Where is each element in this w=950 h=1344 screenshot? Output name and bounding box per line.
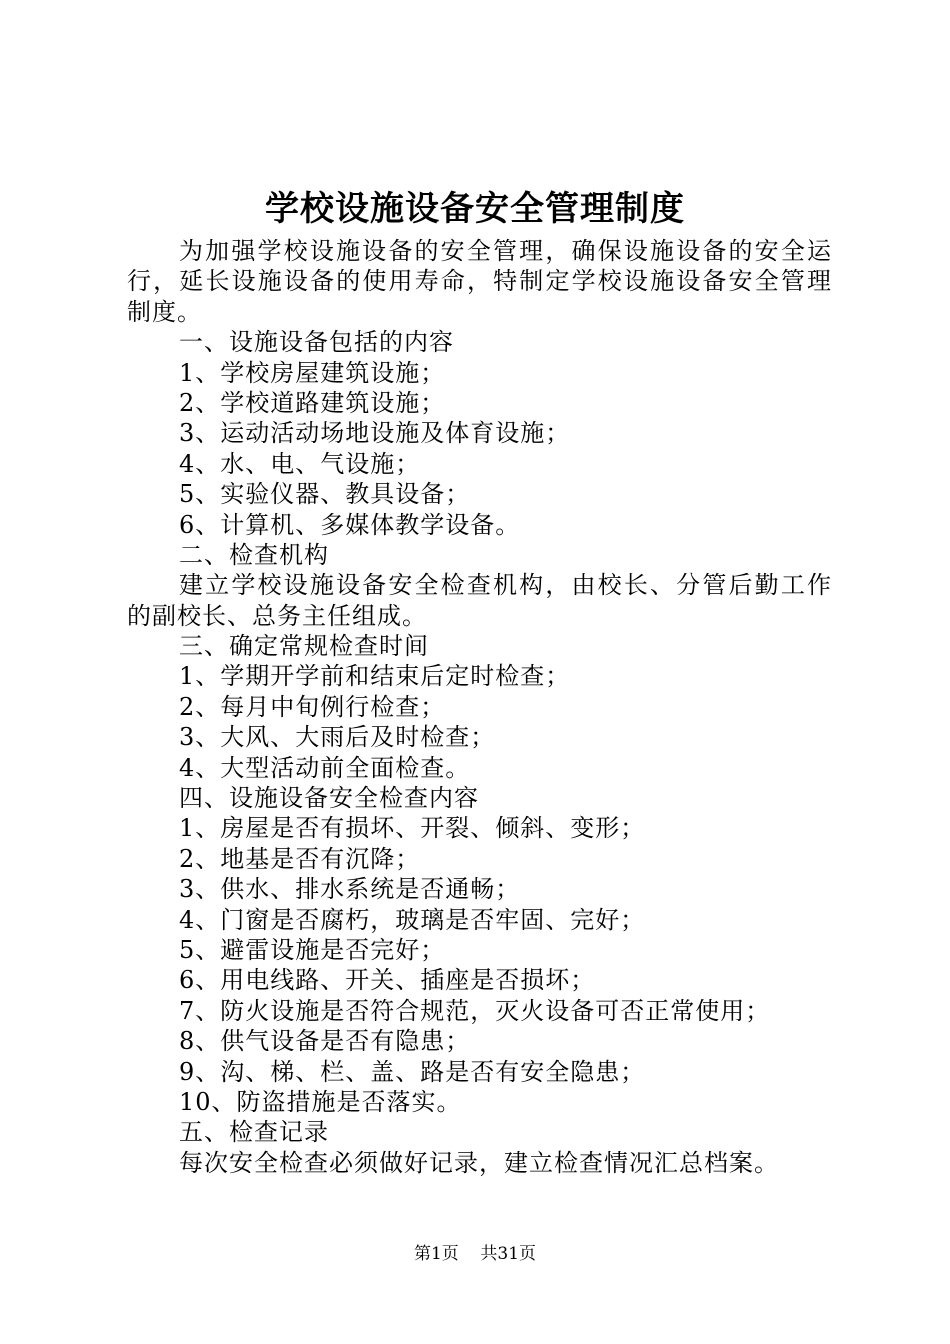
section-heading-5: 五、检查记录 — [179, 1118, 329, 1147]
list-item: 6、计算机、多媒体教学设备。 — [179, 510, 521, 539]
list-item: 8、供气设备是否有隐患； — [179, 1027, 471, 1056]
document-title: 学校设施设备安全管理制度 — [265, 189, 685, 229]
list-item: 5、实验仪器、教具设备； — [179, 480, 471, 509]
list-item: 3、运动活动场地设施及体育设施； — [179, 419, 571, 448]
list-item: 3、大风、大雨后及时检查； — [179, 723, 496, 752]
list-item: 1、学校房屋建筑设施； — [179, 358, 446, 387]
intro-line-1: 为加强学校设施设备的安全管理，确保设施设备的安全运 — [179, 237, 832, 265]
list-item: 4、水、电、气设施； — [179, 449, 421, 478]
paragraph-line: 的副校长、总务主任组成。 — [127, 601, 427, 630]
list-item: 10、防盗措施是否落实。 — [179, 1087, 462, 1116]
section-heading-4: 四、设施设备安全检查内容 — [179, 784, 479, 813]
list-item: 7、防火设施是否符合规范，灭火设备可否正常使用； — [179, 996, 771, 1025]
section-heading-1: 一、设施设备包括的内容 — [179, 328, 454, 357]
paragraph-line: 建立学校设施设备安全检查机构，由校长、分管后勤工作 — [179, 571, 832, 600]
section-heading-2: 二、检查机构 — [179, 540, 329, 569]
list-item: 4、门窗是否腐朽，玻璃是否牢固、完好； — [179, 905, 646, 934]
list-item: 6、用电线路、开关、插座是否损坏； — [179, 966, 596, 995]
list-item: 2、地基是否有沉降； — [179, 844, 421, 873]
list-item: 9、沟、梯、栏、盖、路是否有安全隐患； — [179, 1057, 646, 1086]
list-item: 1、房屋是否有损坏、开裂、倾斜、变形； — [179, 814, 646, 843]
section-heading-3: 三、确定常规检查时间 — [179, 632, 429, 661]
list-item: 1、学期开学前和结束后定时检查； — [179, 662, 571, 691]
list-item: 5、避雷设施是否完好； — [179, 935, 446, 964]
list-item: 4、大型活动前全面检查。 — [179, 753, 471, 782]
list-item: 2、每月中旬例行检查； — [179, 692, 446, 721]
document-body — [127, 236, 832, 1178]
list-item: 3、供水、排水系统是否通畅； — [179, 875, 521, 904]
page-number: 第1页 — [413, 1244, 459, 1264]
page-total: 共31页 — [480, 1244, 537, 1264]
intro-line-3: 制度。 — [127, 297, 202, 326]
list-item: 2、学校道路建筑设施； — [179, 388, 446, 417]
paragraph-line: 每次安全检查必须做好记录，建立检查情况汇总档案。 — [179, 1148, 779, 1177]
intro-line-2: 行，延长设施设备的使用寿命，特制定学校设施设备安全管理 — [127, 267, 832, 296]
page-footer — [0, 1243, 950, 1265]
